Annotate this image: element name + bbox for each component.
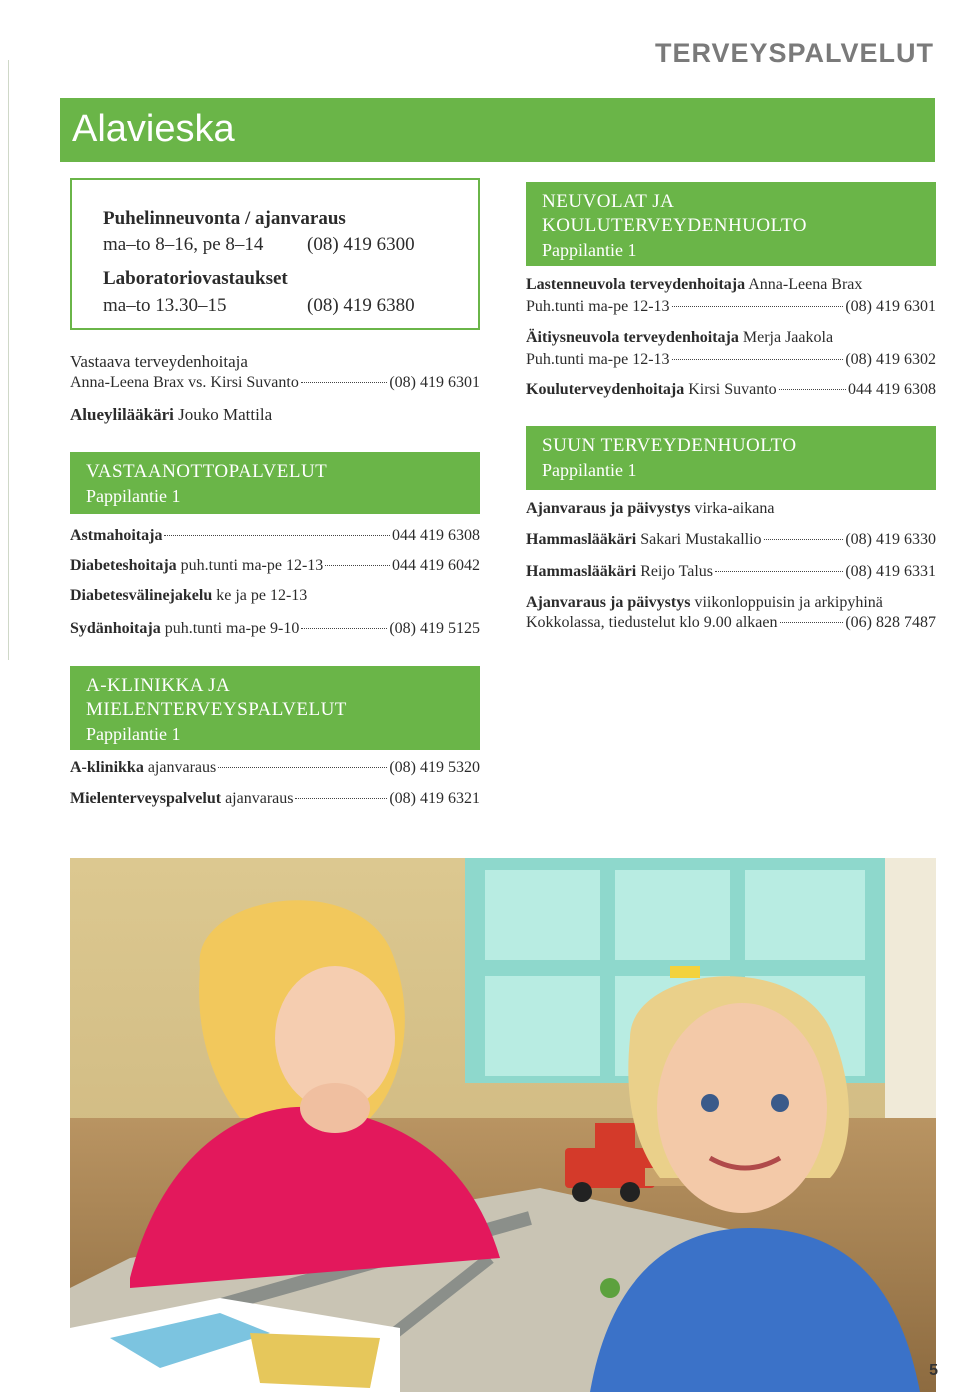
ajanvaraus-virka-row: Ajanvaraus ja päivystys virka-aikana [526,500,775,517]
vastaava-label: Vastaava terveydenhoitaja [70,352,248,371]
sydanhoitaja-row: Sydänhoitaja puh.tunti ma-pe 9-10 (08) 419 5125 [70,620,480,637]
hammaslaakari-2-row: Hammaslääkäri Reijo Talus (08) 419 6331 [526,563,936,580]
header-neuvolat: NEUVOLAT JA KOULUTERVEYDENHUOLTO Pappilantie 1 [526,182,936,266]
header-address: Pappilantie 1 [542,240,637,260]
aitiysneuvola-phone-row: Puh.tunti ma-pe 12-13 (08) 419 6302 [526,351,936,368]
kouluterveydenhoitaja-row: Kouluterveydenhoitaja Kirsi Suvanto 044 419 6308 [526,381,936,398]
section-label: TERVEYSPALVELUT [654,38,934,68]
dot-leader [301,382,388,383]
diabetesvalinejakelu-row: Diabetesvälinejakelu ke ja pe 12-13 [70,587,308,604]
a-klinikka-row: A-klinikka ajanvaraus (08) 419 5320 [70,759,480,776]
box-row-3: Laboratoriovastaukset [103,268,288,289]
box-row-1: Puhelinneuvonta / ajanvaraus [103,208,346,229]
lastenneuvola-row: Lastenneuvola terveydenhoitaja Anna-Leena Brax [526,276,863,293]
header-a-klinikka: A-KLINIKKA JA MIELENTERVEYSPALVELUT Pappilantie 1 [70,666,480,750]
box-row-2-hours: ma–to 8–16, pe 8–14 [103,234,264,255]
kokkola-row: Kokkolassa, tiedustelut klo 9.00 alkaen (06) 828 7487 [526,614,936,631]
page-title: Alavieska [72,108,235,150]
vastaava-phone: (08) 419 6301 [389,374,480,391]
diabeteshoitaja-row: Diabeteshoitaja puh.tunti ma-pe 12-13 044 419 6042 [70,557,480,574]
header-address: Pappilantie 1 [542,460,637,480]
aitiysneuvola-row: Äitiysneuvola terveydenhoitaja Merja Jaakola [526,329,834,346]
box-row-4-phone: (08) 419 6380 [307,295,415,316]
header-address: Pappilantie 1 [86,486,181,506]
astmahoitaja-row: Astmahoitaja 044 419 6308 [70,527,480,544]
hammaslaakari-1-row: Hammaslääkäri Sakari Mustakallio (08) 419 6330 [526,531,936,548]
contact-box [70,178,480,330]
alueylilaakari-row: Alueylilääkäri Jouko Mattila [70,405,273,424]
box-row-2-phone: (08) 419 6300 [307,234,415,255]
header-title: VASTAANOTTOPALVELUT [86,461,328,482]
title-bar [60,98,935,162]
page-number: 5 [929,1362,938,1379]
header-address: Pappilantie 1 [86,724,181,744]
header-vastaanottopalvelut [70,452,480,514]
margin-rule [8,60,9,660]
vastaava-names: Anna-Leena Brax vs. Kirsi Suvanto [70,374,299,391]
children-reading-photo [70,858,936,1392]
lastenneuvola-phone-row: Puh.tunti ma-pe 12-13 (08) 419 6301 [526,298,936,315]
ajanvaraus-viikonloppu-row: Ajanvaraus ja päivystys viikonloppuisin ja arkipyhinä [526,594,883,611]
box-row-4-hours: ma–to 13.30–15 [103,295,227,316]
mielenterveys-row: Mielenterveyspalvelut ajanvaraus (08) 419 6321 [70,790,480,807]
header-suun-terveydenhuolto [526,426,936,490]
vastaava-row [70,374,480,392]
header-title: SUUN TERVEYDENHUOLTO [542,435,797,456]
